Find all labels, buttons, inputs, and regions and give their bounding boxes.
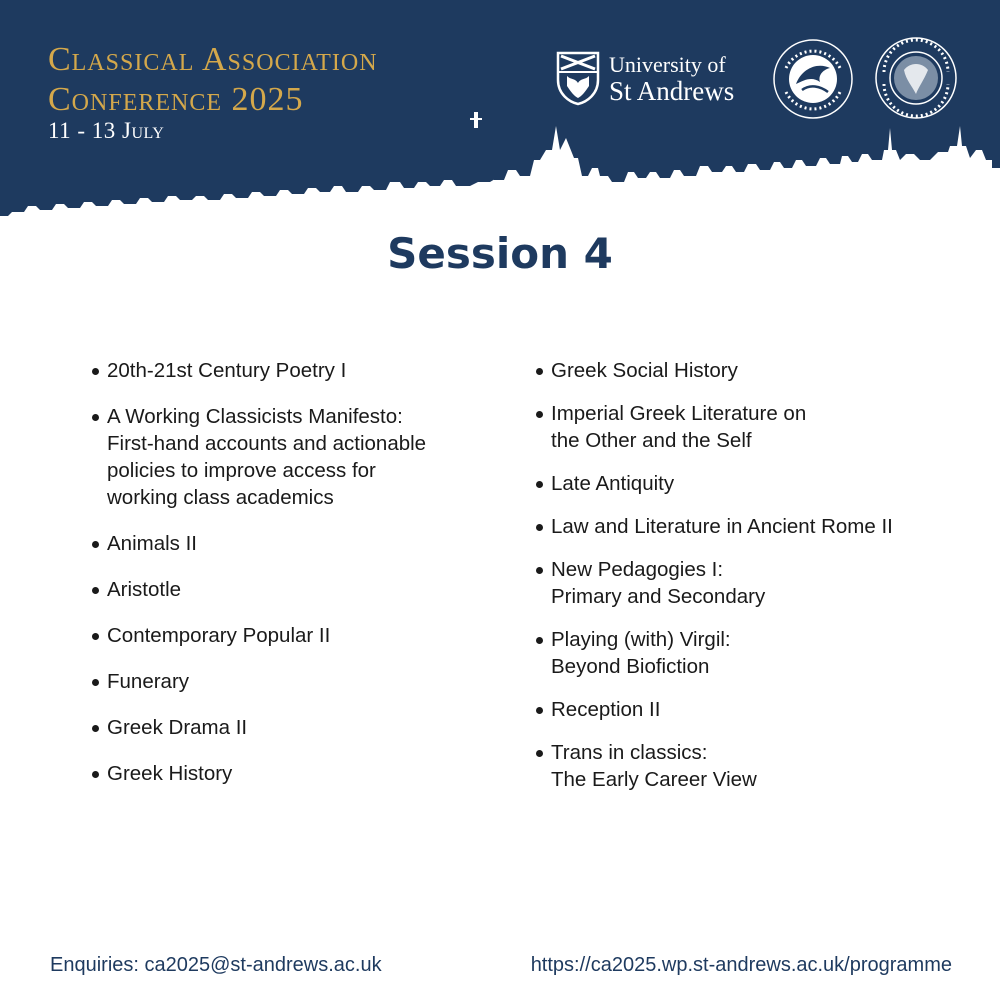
enquiries-email[interactable]: Enquiries: ca2025@st-andrews.ac.uk bbox=[50, 954, 382, 976]
university-logo bbox=[555, 48, 734, 108]
list-item: Animals II bbox=[90, 530, 500, 557]
list-item: Late Antiquity bbox=[534, 470, 964, 497]
list-item: Greek Social History bbox=[534, 357, 964, 384]
list-item: Greek History bbox=[90, 760, 500, 787]
list-item: Trans in classics: The Early Career View bbox=[534, 739, 964, 793]
header-banner bbox=[0, 0, 1000, 240]
conference-title bbox=[48, 40, 378, 120]
list-item: Reception II bbox=[534, 696, 964, 723]
conference-dates: 11 - 13 July bbox=[48, 118, 165, 143]
list-item: 20th-21st Century Poetry I bbox=[90, 357, 500, 384]
university-name-line1: University of bbox=[609, 52, 726, 77]
list-item: Contemporary Popular II bbox=[90, 622, 500, 649]
university-crest-icon bbox=[555, 50, 601, 106]
classical-association-scotland-logo bbox=[874, 36, 958, 120]
session-list-left bbox=[90, 357, 500, 806]
list-item: Aristotle bbox=[90, 576, 500, 603]
conference-title-line2: Conference 2025 bbox=[48, 81, 304, 118]
university-name-line2: St Andrews bbox=[609, 76, 735, 106]
list-item: Imperial Greek Literature on the Other and the Self bbox=[534, 400, 964, 454]
list-item: Law and Literature in Ancient Rome II bbox=[534, 513, 964, 540]
programme-url[interactable]: https://ca2025.wp.st-andrews.ac.uk/programme bbox=[530, 954, 952, 976]
list-item: Greek Drama II bbox=[90, 714, 500, 741]
list-item: New Pedagogies I: Primary and Secondary bbox=[534, 556, 964, 610]
session-list-right bbox=[534, 357, 964, 809]
list-item: Funerary bbox=[90, 668, 500, 695]
list-item: Playing (with) Virgil: Beyond Biofiction bbox=[534, 626, 964, 680]
list-item: A Working Classicists Manifesto: First-hand accounts and actionable policies to improve access for working class academics bbox=[90, 403, 500, 511]
conference-title-line1: Classical Association bbox=[48, 41, 378, 78]
session-title: Session 4 bbox=[387, 229, 613, 278]
classical-association-logo bbox=[772, 38, 854, 120]
